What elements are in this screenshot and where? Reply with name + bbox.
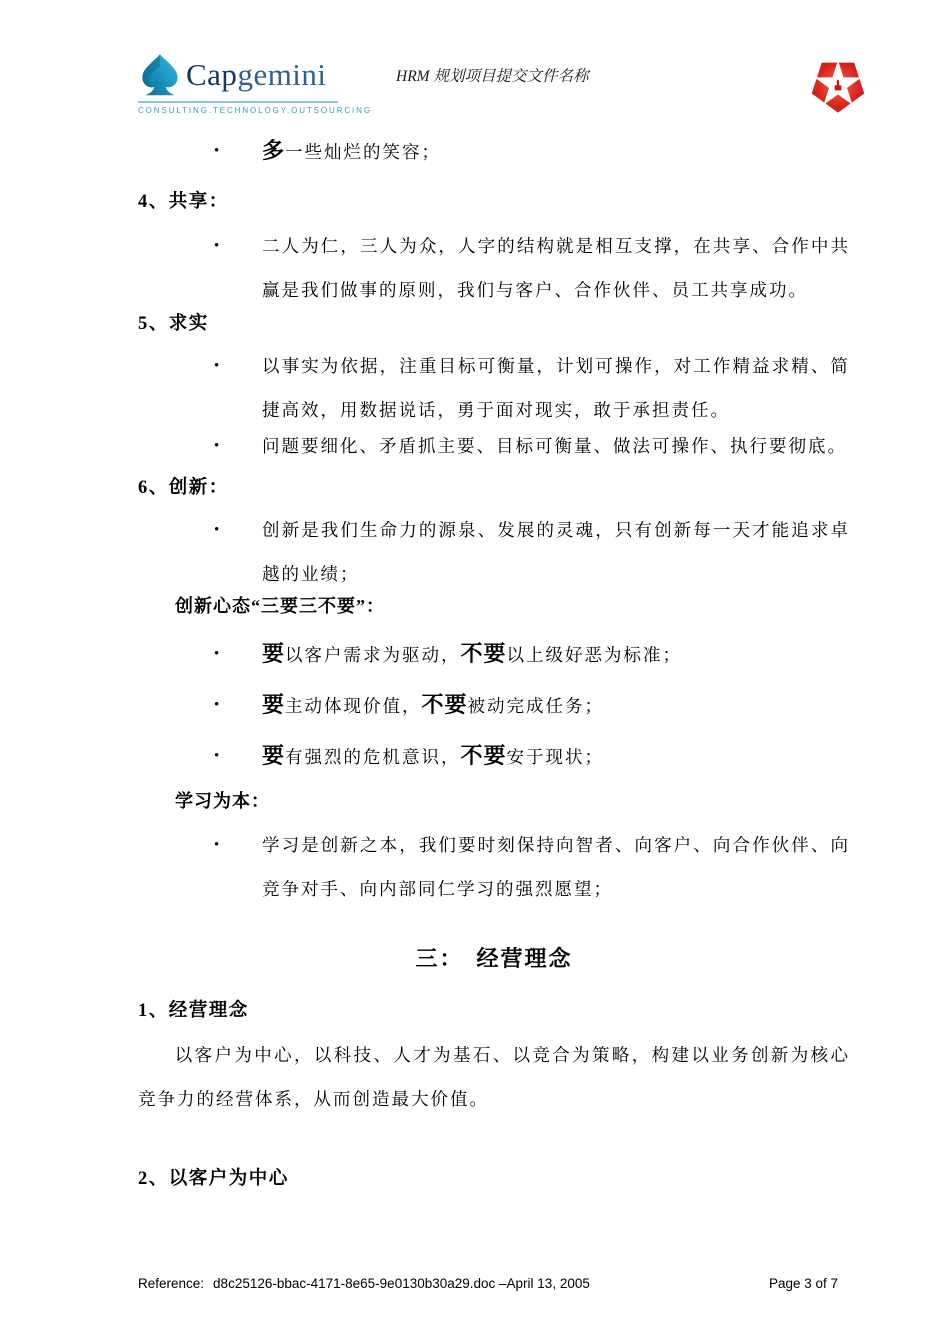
text-run: 三： 经营理念 xyxy=(415,946,573,971)
text-run: 二人为仁，三人为众，人字的结构就是相互支撑，在共享、合作中共赢是我们做事的原则，我们与客户、合作伙伴、员工共享成功。 xyxy=(262,236,850,300)
text-run: 2、以客户为中心 xyxy=(138,1169,289,1189)
text-run: 5、求实 xyxy=(138,314,209,334)
text-run: 创新是我们生命力的源泉、发展的灵魂，只有创新每一天才能追求卓越的业绩； xyxy=(262,520,850,584)
text-run: 不要 xyxy=(460,743,507,768)
document-header-title: HRM 规划项目提交文件名称 xyxy=(396,68,589,85)
bullet-icon: • xyxy=(214,438,220,454)
text-run: 以客户需求为驱动， xyxy=(285,645,461,665)
text-run: 不要 xyxy=(460,641,507,666)
bullet-problems xyxy=(138,424,850,468)
bullet-yao-2 xyxy=(138,683,850,728)
heading-6-innovation xyxy=(138,466,850,510)
text-run: 有强烈的危机意识， xyxy=(285,747,461,767)
para-philosophy xyxy=(138,1033,850,1121)
bullet-icon: • xyxy=(214,646,220,662)
heading-4-sharing xyxy=(138,180,850,224)
text-run: 被动完成任务； xyxy=(467,696,605,716)
heading-1-philosophy xyxy=(138,989,850,1033)
text-run: 要 xyxy=(262,692,286,717)
logo-divider-line xyxy=(138,101,338,103)
bullet-icon: • xyxy=(214,143,220,159)
bullet-innovation-desc xyxy=(138,508,850,596)
text-run: 一些灿烂的笑容； xyxy=(285,142,442,162)
text-run: 以客户为中心，以科技、人才为基石、以竞合为策略，构建以业务创新为核心竞争力的经营体系，从而创造最大价值。 xyxy=(138,1045,850,1109)
subheading-learning xyxy=(138,779,850,823)
bullet-icon: • xyxy=(214,522,220,538)
text-run: 要 xyxy=(262,641,286,666)
capgemini-logo-top xyxy=(138,52,338,98)
page-number: Page 3 of 7 xyxy=(768,1276,838,1291)
star-pentagon-logo-icon xyxy=(808,52,868,118)
reference-label: Reference: xyxy=(138,1276,205,1291)
bullet-yao-3 xyxy=(138,734,850,779)
capgemini-logo xyxy=(138,52,372,115)
bullet-facts xyxy=(138,344,850,432)
text-run: 学习是创新之本，我们要时刻保持向智者、向客户、向合作伙伴、向竞争对手、向内部同仁学习的强烈愿望； xyxy=(262,835,850,899)
bullet-icon: • xyxy=(214,358,220,374)
text-run: 以事实为依据，注重目标可衡量，计划可操作，对工作精益求精、简捷高效，用数据说话，勇于面对现实，敢于承担责任。 xyxy=(262,356,850,420)
text-run: 不要 xyxy=(421,692,468,717)
bullet-icon: • xyxy=(214,748,220,764)
text-run: 创新心态“三要三不要”： xyxy=(175,596,385,616)
text-run: 以上级好恶为标准； xyxy=(506,645,683,665)
text-run: 1、经营理念 xyxy=(138,1001,249,1021)
bullet-yao-1 xyxy=(138,632,850,677)
text-run: 4、共享： xyxy=(138,192,229,212)
reference-value: d8c25126-bbac-4171-8e65-9e0130b30a29.doc –April 13, 2005 xyxy=(213,1276,590,1291)
wordmark-prefix: Cap xyxy=(186,57,238,92)
text-run: 6、创新： xyxy=(138,478,229,498)
capgemini-tagline: CONSULTING.TECHNOLOGY.OUTSOURCING xyxy=(138,106,372,115)
content-blocks xyxy=(138,129,850,1201)
text-run: 安于现状； xyxy=(506,747,605,767)
heading-2-customer xyxy=(138,1157,850,1201)
text-run: 主动体现价值， xyxy=(285,696,422,716)
page-footer xyxy=(138,1276,838,1291)
bullet-learning-desc xyxy=(138,823,850,911)
spade-icon xyxy=(138,52,182,98)
section-title-3 xyxy=(138,937,850,981)
bullet-icon: • xyxy=(214,837,220,853)
page-header xyxy=(138,52,868,118)
bullet-smile xyxy=(138,129,850,174)
footer-reference xyxy=(138,1276,590,1291)
bullet-sharing-desc xyxy=(138,224,850,312)
text-run: 学习为本： xyxy=(175,791,270,811)
bullet-icon: • xyxy=(214,238,220,254)
text-run: 多 xyxy=(262,138,286,163)
wordmark-suffix: gemini xyxy=(237,57,327,92)
text-run: 要 xyxy=(262,743,286,768)
bullet-icon: • xyxy=(214,697,220,713)
text-run: 问题要细化、矛盾抓主要、目标可衡量、做法可操作、执行要彻底。 xyxy=(262,436,847,456)
capgemini-wordmark xyxy=(186,58,327,92)
